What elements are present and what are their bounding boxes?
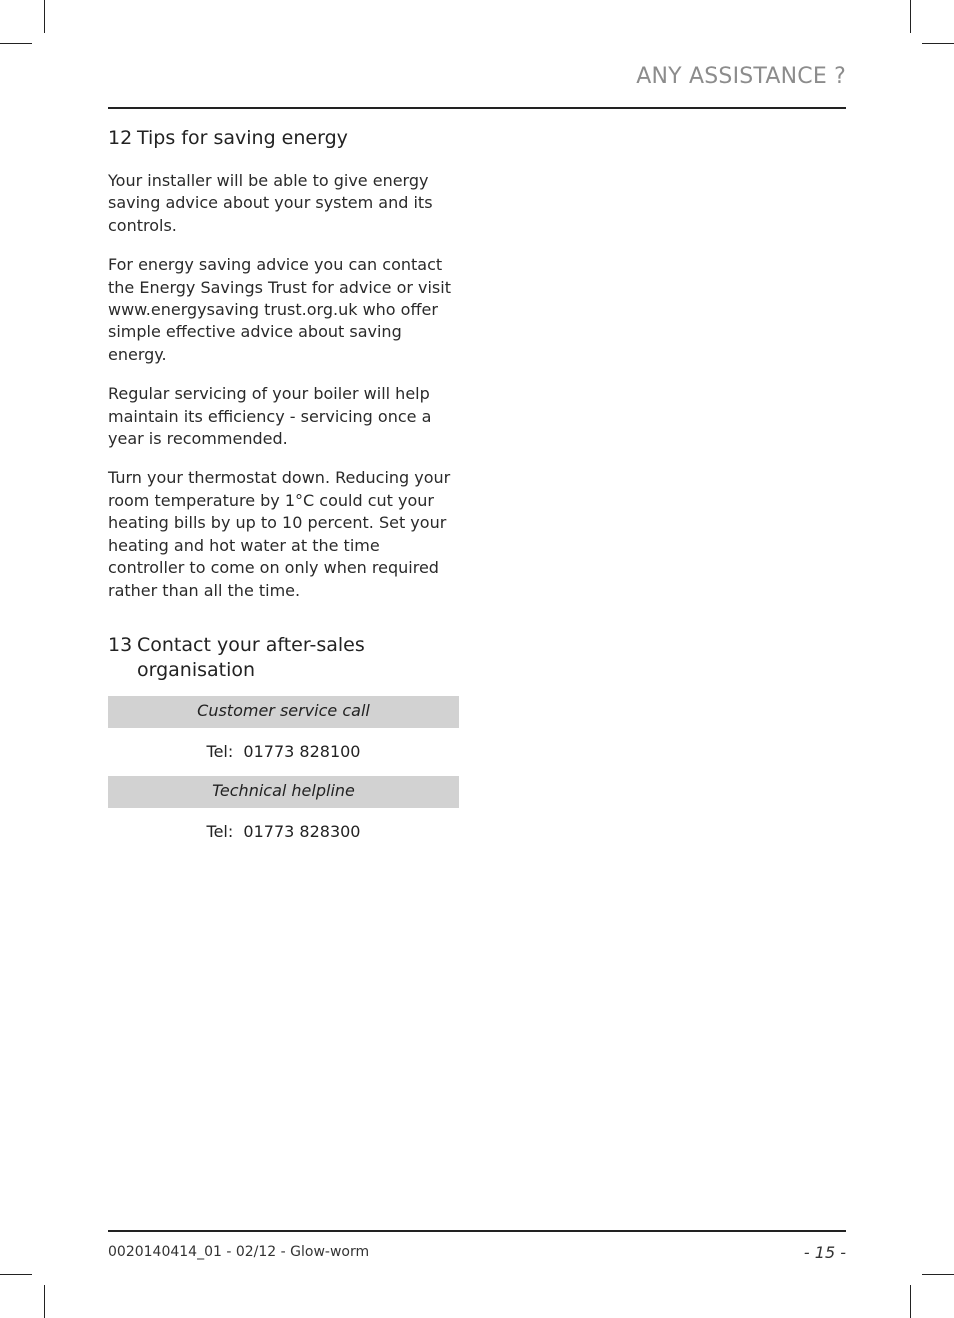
crop-mark [0, 43, 32, 44]
crop-mark [44, 0, 45, 33]
section-number: 12 [108, 127, 133, 149]
page-header-title: ANY ASSISTANCE ? [636, 64, 846, 89]
crop-mark [910, 0, 911, 33]
section-heading-contact [108, 633, 460, 683]
page-number: - 15 - [803, 1243, 846, 1262]
contact-table [108, 696, 459, 856]
section-number: 13 [108, 633, 133, 656]
crop-mark [0, 1274, 32, 1275]
crop-mark [910, 1285, 911, 1318]
crop-mark [44, 1285, 45, 1318]
section-title: Tips for saving energy [137, 127, 348, 149]
crop-mark [922, 1274, 954, 1275]
paragraph: Regular servicing of your boiler will help maintain its efficiency - servicing once a year is recommended. [108, 384, 432, 449]
table-header-customer-service: Customer service call [108, 696, 459, 728]
paragraph: For energy saving advice you can contact the Energy Savings Trust for advice or visit www.energysaving trust.org.uk who offer simple effective advice about saving energy. [108, 255, 451, 364]
footer-doc-ref: 0020140414_01 - 02/12 - Glow-worm [108, 1244, 370, 1260]
header-rule [108, 107, 846, 109]
technical-helpline-phone: Tel: 01773 828300 [206, 821, 361, 841]
section-heading-tips [108, 126, 460, 151]
main-content [108, 126, 460, 856]
paragraph: Turn your thermostat down. Reducing your room temperature by 1°C could cut your heating bills by up to 10 percent. Set your heating and hot water at the time controller to come on only when required rather than all the time. [108, 468, 451, 600]
footer-rule [108, 1230, 846, 1232]
table-header-technical-helpline: Technical helpline [108, 776, 459, 808]
section-title: Contact your after-sales organisation [137, 633, 365, 681]
paragraph: Your installer will be able to give energy saving advice about your system and its controls. [108, 171, 433, 235]
crop-mark [922, 43, 954, 44]
customer-service-phone: Tel: 01773 828100 [206, 741, 361, 761]
